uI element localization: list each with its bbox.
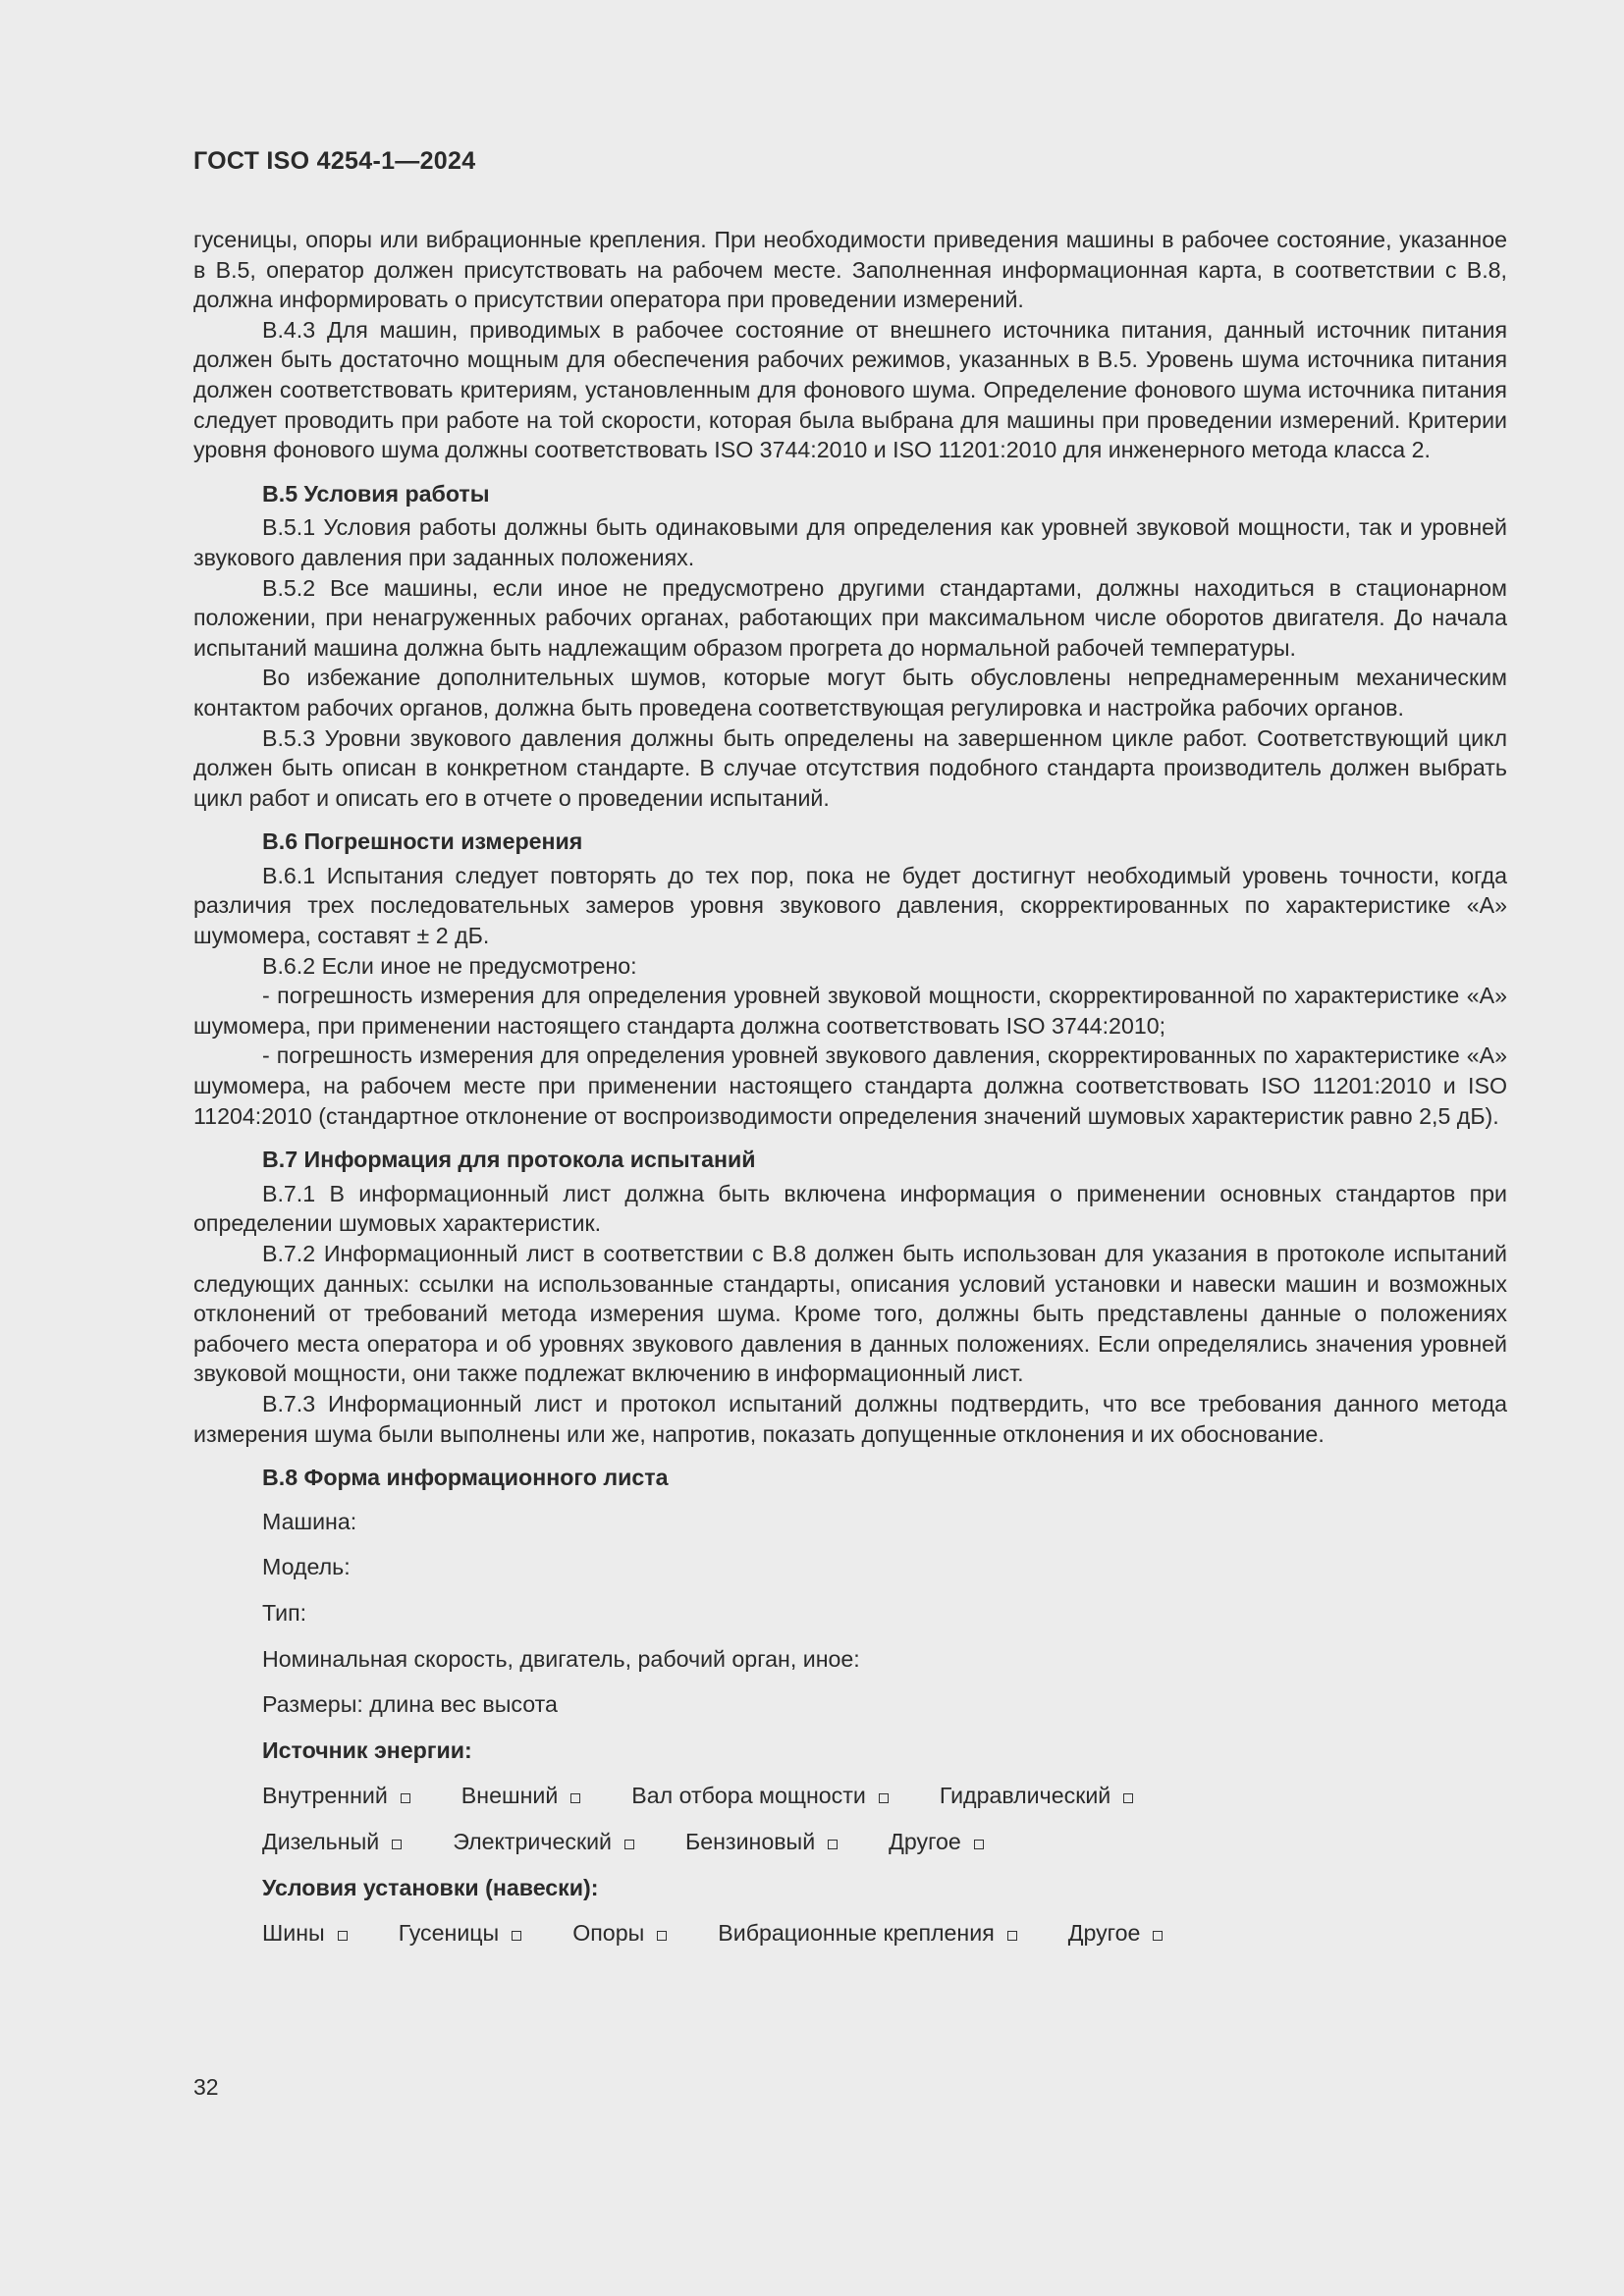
- paragraph: Во избежание дополнительных шумов, которые могут быть обусловлены непреднамеренным механическим контактом рабочих органов, должна быть проведена соответствующая регулировка и настройка рабочих органов.: [193, 665, 1507, 721]
- option-label: Вибрационные крепления: [718, 1920, 995, 1947]
- option-pto: [631, 1781, 889, 1811]
- checkbox-tires[interactable]: [338, 1931, 348, 1941]
- option-diesel: [262, 1827, 402, 1857]
- paragraph: гусеницы, опоры или вибрационные крепления. При необходимости приведения машины в рабочее состояние, указанное в В.5, оператор должен присутствовать на рабочем месте. Заполненная информационная карта, в соответствии с В.8, должна информировать о присутствии оператора при проведении измерений.: [193, 227, 1507, 313]
- section-heading: В.7 Информация для протокола испытаний: [262, 1147, 756, 1173]
- option-tracks: [399, 1918, 522, 1949]
- option-label: Бензиновый: [685, 1828, 816, 1854]
- page-number: 32: [193, 2074, 219, 2100]
- option-label: Электрический: [453, 1828, 613, 1854]
- option-external: [461, 1781, 580, 1811]
- paragraph: В.6.2 Если иное не предусмотрено:: [262, 952, 637, 979]
- option-petrol: [685, 1827, 838, 1857]
- paragraph: В.7.2 Информационный лист в соответствии с В.8 должен быть использован для указания в протоколе испытаний следующих данных: ссылки на использованные стандарты, описания условий установки и навески машин и возможных отклонений от требований метода измерения шума. Кроме того, должны быть представлены данные о положениях рабочего места оператора и об уровнях звукового давления в данных положениях. Если определялись значения уровней звуковой мощности, они также подлежат включению в информационный лист.: [193, 1241, 1507, 1387]
- checkbox-tracks[interactable]: [512, 1931, 521, 1941]
- paragraph: В.4.3 Для машин, приводимых в рабочее состояние от внешнего источника питания, данный источник питания должен быть достаточно мощным для обеспечения рабочих режимов, указанных в В.5. Уровень шума источника питания должен соответствовать критериям, установленным для фонового шума. Определение фонового шума источника питания следует проводить при работе на той скорости, которая была выбрана для машины при проведении измерений. Критерии уровня фонового шума должны соответствовать ISO 3744:2010 и ISO 11201:2010 для инженерного метода класса 2.: [193, 316, 1507, 463]
- paragraph: В.6.1 Испытания следует повторять до тех пор, пока не будет достигнут необходимый уровень точности, когда различия трех последовательных замеров уровня звукового давления, скорректированных по характеристике «А» шумомера, составят ± 2 дБ.: [193, 862, 1507, 949]
- machine-field-label: Машина:: [262, 1508, 357, 1534]
- model-field-label: Модель:: [262, 1554, 351, 1580]
- option-label: Дизельный: [262, 1828, 380, 1854]
- document-body: [193, 225, 1507, 1964]
- option-electric: [453, 1827, 634, 1857]
- energy-source-heading: Источник энергии:: [262, 1736, 472, 1763]
- checkbox-other-mount[interactable]: [1153, 1931, 1163, 1941]
- paragraph: - погрешность измерения для определения уровней звуковой мощности, скорректированной по характеристике «А» шумомера, при применении настоящего стандарта должна соответствовать ISO 3744:2010;: [193, 983, 1507, 1039]
- checkbox-supports[interactable]: [657, 1931, 667, 1941]
- option-label: Гидравлический: [939, 1783, 1111, 1809]
- option-label: Другое: [1067, 1920, 1141, 1947]
- option-supports: [572, 1918, 667, 1949]
- paragraph: В.7.1 В информационный лист должна быть включена информация о применении основных стандартов при определении шумовых характеристик.: [193, 1180, 1507, 1237]
- section-heading: В.5 Условия работы: [262, 480, 490, 507]
- checkbox-electric[interactable]: [624, 1840, 634, 1849]
- checkbox-pto[interactable]: [879, 1793, 889, 1803]
- option-label: Внешний: [460, 1783, 559, 1809]
- checkbox-external[interactable]: [570, 1793, 580, 1803]
- mount-conditions-heading: Условия установки (навески):: [262, 1874, 599, 1900]
- option-vibration-mounts: [718, 1918, 1016, 1949]
- nominal-field-label: Номинальная скорость, двигатель, рабочий орган, иное:: [262, 1645, 860, 1672]
- mount-options-row: [262, 1918, 1507, 1949]
- info-sheet-form: [262, 1507, 1507, 1949]
- energy-options-row-2: [262, 1827, 1507, 1857]
- paragraph: В.7.3 Информационный лист и протокол испытаний должны подтвердить, что все требования данного метода измерения шума были выполнены или же, напротив, показать допущенные отклонения и их обоснование.: [193, 1390, 1507, 1447]
- paragraph: В.5.3 Уровни звукового давления должны быть определены на завершенном цикле работ. Соответствующий цикл должен быть описан в конкретном стандарте. В случае отсутствия подобного стандарта производитель должен выбрать цикл работ и описать его в отчете о проведении испытаний.: [193, 724, 1507, 811]
- option-hydraulic: [940, 1781, 1133, 1811]
- paragraph: В.5.2 Все машины, если иное не предусмотрено другими стандартами, должны находиться в стационарном положении, при ненагруженных рабочих органах, работающих при максимальном числе оборотов двигателя. До начала испытаний машина должна быть надлежащим образом прогрета до нормальной рабочей температуры.: [193, 574, 1507, 661]
- sizes-field-label: Размеры: длина вес высота: [262, 1691, 558, 1718]
- option-label: Опоры: [572, 1920, 645, 1947]
- checkbox-hydraulic[interactable]: [1123, 1793, 1133, 1803]
- option-label: Шины: [262, 1920, 325, 1947]
- paragraph: - погрешность измерения для определения уровней звукового давления, скорректированных по характеристике «А» шумомера, на рабочем месте при применении настоящего стандарта должна соответствовать ISO 11201:2010 и ISO 11204:2010 (стандартное отклонение от воспроизводимости определения значений шумовых характеристик равно 2,5 дБ).: [193, 1042, 1507, 1129]
- option-label: Вал отбора мощности: [631, 1783, 866, 1809]
- option-label: Внутренний: [262, 1783, 388, 1809]
- section-heading: В.8 Форма информационного листа: [262, 1465, 669, 1491]
- checkbox-diesel[interactable]: [392, 1840, 402, 1849]
- energy-options-row-1: [262, 1781, 1507, 1811]
- option-other-mount: [1068, 1918, 1164, 1949]
- option-label: Другое: [889, 1828, 961, 1854]
- checkbox-vibration-mounts[interactable]: [1007, 1931, 1017, 1941]
- section-heading: В.6 Погрешности измерения: [262, 828, 583, 855]
- checkbox-internal[interactable]: [401, 1793, 410, 1803]
- option-internal: [262, 1781, 410, 1811]
- checkbox-petrol[interactable]: [828, 1840, 838, 1849]
- option-tires: [262, 1918, 348, 1949]
- type-field-label: Тип:: [262, 1599, 307, 1626]
- option-label: Гусеницы: [398, 1920, 500, 1947]
- option-other-energy: [889, 1827, 984, 1857]
- checkbox-other-energy[interactable]: [974, 1840, 984, 1849]
- document-header: ГОСТ ISO 4254-1—2024: [193, 147, 476, 175]
- paragraph: В.5.1 Условия работы должны быть одинаковыми для определения как уровней звуковой мощности, так и уровней звукового давления при заданных положениях.: [193, 514, 1507, 570]
